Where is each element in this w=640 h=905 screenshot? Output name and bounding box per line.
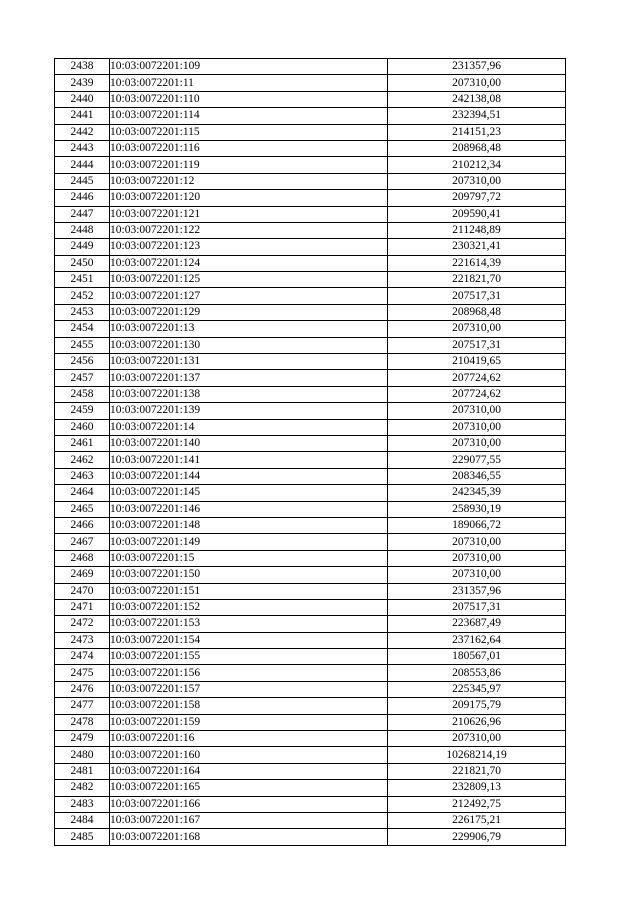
row-number-cell: 2455 — [55, 337, 110, 353]
cadastral-value-cell: 231357,96 — [388, 583, 566, 599]
row-number-cell: 2474 — [55, 649, 110, 665]
table-row — [55, 550, 566, 566]
row-number-cell: 2464 — [55, 485, 110, 501]
table-row — [55, 140, 566, 156]
cadastral-value-cell: 208968,48 — [388, 140, 566, 156]
cadastral-number-cell: 10:03:0072201:164 — [110, 763, 388, 779]
cadastral-value-cell: 226175,21 — [388, 812, 566, 828]
cadastral-value-cell: 207310,00 — [388, 173, 566, 189]
cadastral-number-cell: 10:03:0072201:155 — [110, 649, 388, 665]
cadastral-value-cell: 210626,96 — [388, 714, 566, 730]
cadastral-number-cell: 10:03:0072201:150 — [110, 567, 388, 583]
row-number-cell: 2484 — [55, 812, 110, 828]
table-row — [55, 714, 566, 730]
cadastral-value-cell: 207310,00 — [388, 321, 566, 337]
table-row — [55, 632, 566, 648]
table-row — [55, 59, 566, 75]
cadastral-value-cell: 209175,79 — [388, 698, 566, 714]
cadastral-value-cell: 232809,13 — [388, 780, 566, 796]
cadastral-value-cell: 207310,00 — [388, 419, 566, 435]
row-number-cell: 2454 — [55, 321, 110, 337]
cadastral-number-cell: 10:03:0072201:114 — [110, 108, 388, 124]
cadastral-value-cell: 242345,39 — [388, 485, 566, 501]
cadastral-value-cell: 209590,41 — [388, 206, 566, 222]
row-number-cell: 2483 — [55, 796, 110, 812]
row-number-cell: 2442 — [55, 124, 110, 140]
table-row — [55, 583, 566, 599]
row-number-cell: 2477 — [55, 698, 110, 714]
table-row — [55, 108, 566, 124]
row-number-cell: 2481 — [55, 763, 110, 779]
cadastral-value-cell: 221821,70 — [388, 763, 566, 779]
cadastral-number-cell: 10:03:0072201:110 — [110, 91, 388, 107]
cadastral-value-cell: 207310,00 — [388, 567, 566, 583]
row-number-cell: 2448 — [55, 222, 110, 238]
row-number-cell: 2451 — [55, 272, 110, 288]
table-row — [55, 239, 566, 255]
cadastral-value-cell: 209797,72 — [388, 190, 566, 206]
table-row — [55, 304, 566, 320]
cadastral-number-cell: 10:03:0072201:148 — [110, 517, 388, 533]
cadastral-number-cell: 10:03:0072201:137 — [110, 370, 388, 386]
row-number-cell: 2449 — [55, 239, 110, 255]
table-row — [55, 780, 566, 796]
table-row — [55, 616, 566, 632]
table-row — [55, 763, 566, 779]
cadastral-number-cell: 10:03:0072201:154 — [110, 632, 388, 648]
row-number-cell: 2450 — [55, 255, 110, 271]
table-row — [55, 599, 566, 615]
row-number-cell: 2469 — [55, 567, 110, 583]
table-row — [55, 206, 566, 222]
table-row — [55, 485, 566, 501]
table-row — [55, 812, 566, 828]
table-row — [55, 190, 566, 206]
table-row — [55, 321, 566, 337]
table-row — [55, 337, 566, 353]
cadastral-value-cell: 229077,55 — [388, 452, 566, 468]
cadastral-value-cell: 207517,31 — [388, 599, 566, 615]
cadastral-number-cell: 10:03:0072201:14 — [110, 419, 388, 435]
cadastral-number-cell: 10:03:0072201:122 — [110, 222, 388, 238]
cadastral-value-cell: 231357,96 — [388, 59, 566, 75]
cadastral-number-cell: 10:03:0072201:127 — [110, 288, 388, 304]
table-row — [55, 501, 566, 517]
table-row — [55, 517, 566, 533]
cadastral-value-cell: 210212,34 — [388, 157, 566, 173]
row-number-cell: 2453 — [55, 304, 110, 320]
table-body — [55, 59, 566, 846]
cadastral-number-cell: 10:03:0072201:116 — [110, 140, 388, 156]
cadastral-number-cell: 10:03:0072201:153 — [110, 616, 388, 632]
cadastral-number-cell: 10:03:0072201:167 — [110, 812, 388, 828]
row-number-cell: 2460 — [55, 419, 110, 435]
row-number-cell: 2440 — [55, 91, 110, 107]
cadastral-value-cell: 211248,89 — [388, 222, 566, 238]
cadastral-value-cell: 207310,00 — [388, 75, 566, 91]
cadastral-number-cell: 10:03:0072201:120 — [110, 190, 388, 206]
cadastral-value-cell: 223687,49 — [388, 616, 566, 632]
cadastral-number-cell: 10:03:0072201:165 — [110, 780, 388, 796]
cadastral-value-cell: 210419,65 — [388, 354, 566, 370]
cadastral-number-cell: 10:03:0072201:160 — [110, 747, 388, 763]
table-row — [55, 698, 566, 714]
table-row — [55, 173, 566, 189]
row-number-cell: 2482 — [55, 780, 110, 796]
cadastral-number-cell: 10:03:0072201:130 — [110, 337, 388, 353]
cadastral-number-cell: 10:03:0072201:168 — [110, 829, 388, 845]
cadastral-value-cell: 207310,00 — [388, 731, 566, 747]
row-number-cell: 2452 — [55, 288, 110, 304]
table-row — [55, 403, 566, 419]
cadastral-value-cell: 189066,72 — [388, 517, 566, 533]
cadastral-value-cell: 10268214,19 — [388, 747, 566, 763]
row-number-cell: 2458 — [55, 386, 110, 402]
table-row — [55, 255, 566, 271]
table-row — [55, 796, 566, 812]
row-number-cell: 2470 — [55, 583, 110, 599]
row-number-cell: 2478 — [55, 714, 110, 730]
cadastral-number-cell: 10:03:0072201:131 — [110, 354, 388, 370]
cadastral-value-cell: 225345,97 — [388, 681, 566, 697]
cadastral-number-cell: 10:03:0072201:13 — [110, 321, 388, 337]
table-row — [55, 534, 566, 550]
cadastral-number-cell: 10:03:0072201:166 — [110, 796, 388, 812]
cadastral-number-cell: 10:03:0072201:11 — [110, 75, 388, 91]
row-number-cell: 2465 — [55, 501, 110, 517]
cadastral-number-cell: 10:03:0072201:158 — [110, 698, 388, 714]
table-row — [55, 91, 566, 107]
cadastral-value-cell: 180567,01 — [388, 649, 566, 665]
table-row — [55, 272, 566, 288]
cadastral-number-cell: 10:03:0072201:152 — [110, 599, 388, 615]
cadastral-value-cell: 230321,41 — [388, 239, 566, 255]
cadastral-value-cell: 207517,31 — [388, 288, 566, 304]
row-number-cell: 2439 — [55, 75, 110, 91]
cadastral-number-cell: 10:03:0072201:157 — [110, 681, 388, 697]
cadastral-value-cell: 212492,75 — [388, 796, 566, 812]
table-row — [55, 452, 566, 468]
row-number-cell: 2475 — [55, 665, 110, 681]
table-row — [55, 665, 566, 681]
cadastral-number-cell: 10:03:0072201:141 — [110, 452, 388, 468]
table-row — [55, 731, 566, 747]
row-number-cell: 2472 — [55, 616, 110, 632]
cadastral-value-table — [54, 58, 566, 846]
cadastral-number-cell: 10:03:0072201:140 — [110, 435, 388, 451]
cadastral-number-cell: 10:03:0072201:149 — [110, 534, 388, 550]
table-row — [55, 222, 566, 238]
row-number-cell: 2461 — [55, 435, 110, 451]
cadastral-number-cell: 10:03:0072201:123 — [110, 239, 388, 255]
cadastral-value-cell: 207724,62 — [388, 370, 566, 386]
row-number-cell: 2447 — [55, 206, 110, 222]
row-number-cell: 2462 — [55, 452, 110, 468]
cadastral-value-cell: 207310,00 — [388, 403, 566, 419]
table-row — [55, 419, 566, 435]
row-number-cell: 2438 — [55, 59, 110, 75]
table-row — [55, 288, 566, 304]
cadastral-value-cell: 242138,08 — [388, 91, 566, 107]
row-number-cell: 2466 — [55, 517, 110, 533]
row-number-cell: 2445 — [55, 173, 110, 189]
cadastral-number-cell: 10:03:0072201:144 — [110, 468, 388, 484]
cadastral-value-cell: 207310,00 — [388, 550, 566, 566]
row-number-cell: 2444 — [55, 157, 110, 173]
row-number-cell: 2473 — [55, 632, 110, 648]
table-row — [55, 747, 566, 763]
table-row — [55, 435, 566, 451]
cadastral-number-cell: 10:03:0072201:145 — [110, 485, 388, 501]
table-row — [55, 681, 566, 697]
cadastral-number-cell: 10:03:0072201:121 — [110, 206, 388, 222]
cadastral-value-cell: 214151,23 — [388, 124, 566, 140]
cadastral-value-cell: 237162,64 — [388, 632, 566, 648]
cadastral-number-cell: 10:03:0072201:146 — [110, 501, 388, 517]
table-row — [55, 157, 566, 173]
table-row — [55, 567, 566, 583]
row-number-cell: 2441 — [55, 108, 110, 124]
cadastral-value-cell: 207724,62 — [388, 386, 566, 402]
row-number-cell: 2479 — [55, 731, 110, 747]
row-number-cell: 2480 — [55, 747, 110, 763]
cadastral-number-cell: 10:03:0072201:115 — [110, 124, 388, 140]
cadastral-value-cell: 229906,79 — [388, 829, 566, 845]
table-row — [55, 649, 566, 665]
row-number-cell: 2467 — [55, 534, 110, 550]
cadastral-value-cell: 258930,19 — [388, 501, 566, 517]
cadastral-value-cell: 207310,00 — [388, 435, 566, 451]
table-row — [55, 386, 566, 402]
cadastral-value-cell: 232394,51 — [388, 108, 566, 124]
cadastral-number-cell: 10:03:0072201:124 — [110, 255, 388, 271]
row-number-cell: 2463 — [55, 468, 110, 484]
row-number-cell: 2457 — [55, 370, 110, 386]
cadastral-number-cell: 10:03:0072201:138 — [110, 386, 388, 402]
table-row — [55, 354, 566, 370]
cadastral-value-cell: 208968,48 — [388, 304, 566, 320]
table-row — [55, 829, 566, 845]
row-number-cell: 2476 — [55, 681, 110, 697]
row-number-cell: 2459 — [55, 403, 110, 419]
cadastral-value-cell: 208346,55 — [388, 468, 566, 484]
cadastral-value-cell: 221614,39 — [388, 255, 566, 271]
cadastral-number-cell: 10:03:0072201:151 — [110, 583, 388, 599]
row-number-cell: 2468 — [55, 550, 110, 566]
cadastral-number-cell: 10:03:0072201:129 — [110, 304, 388, 320]
table-row — [55, 75, 566, 91]
cadastral-number-cell: 10:03:0072201:139 — [110, 403, 388, 419]
cadastral-number-cell: 10:03:0072201:15 — [110, 550, 388, 566]
cadastral-number-cell: 10:03:0072201:159 — [110, 714, 388, 730]
row-number-cell: 2443 — [55, 140, 110, 156]
cadastral-number-cell: 10:03:0072201:125 — [110, 272, 388, 288]
row-number-cell: 2471 — [55, 599, 110, 615]
cadastral-number-cell: 10:03:0072201:12 — [110, 173, 388, 189]
row-number-cell: 2456 — [55, 354, 110, 370]
table-row — [55, 124, 566, 140]
cadastral-value-cell: 221821,70 — [388, 272, 566, 288]
cadastral-number-cell: 10:03:0072201:156 — [110, 665, 388, 681]
cadastral-number-cell: 10:03:0072201:16 — [110, 731, 388, 747]
cadastral-value-cell: 208553,86 — [388, 665, 566, 681]
row-number-cell: 2485 — [55, 829, 110, 845]
cadastral-number-cell: 10:03:0072201:119 — [110, 157, 388, 173]
row-number-cell: 2446 — [55, 190, 110, 206]
table-row — [55, 370, 566, 386]
cadastral-number-cell: 10:03:0072201:109 — [110, 59, 388, 75]
table-row — [55, 468, 566, 484]
cadastral-value-cell: 207517,31 — [388, 337, 566, 353]
cadastral-value-cell: 207310,00 — [388, 534, 566, 550]
